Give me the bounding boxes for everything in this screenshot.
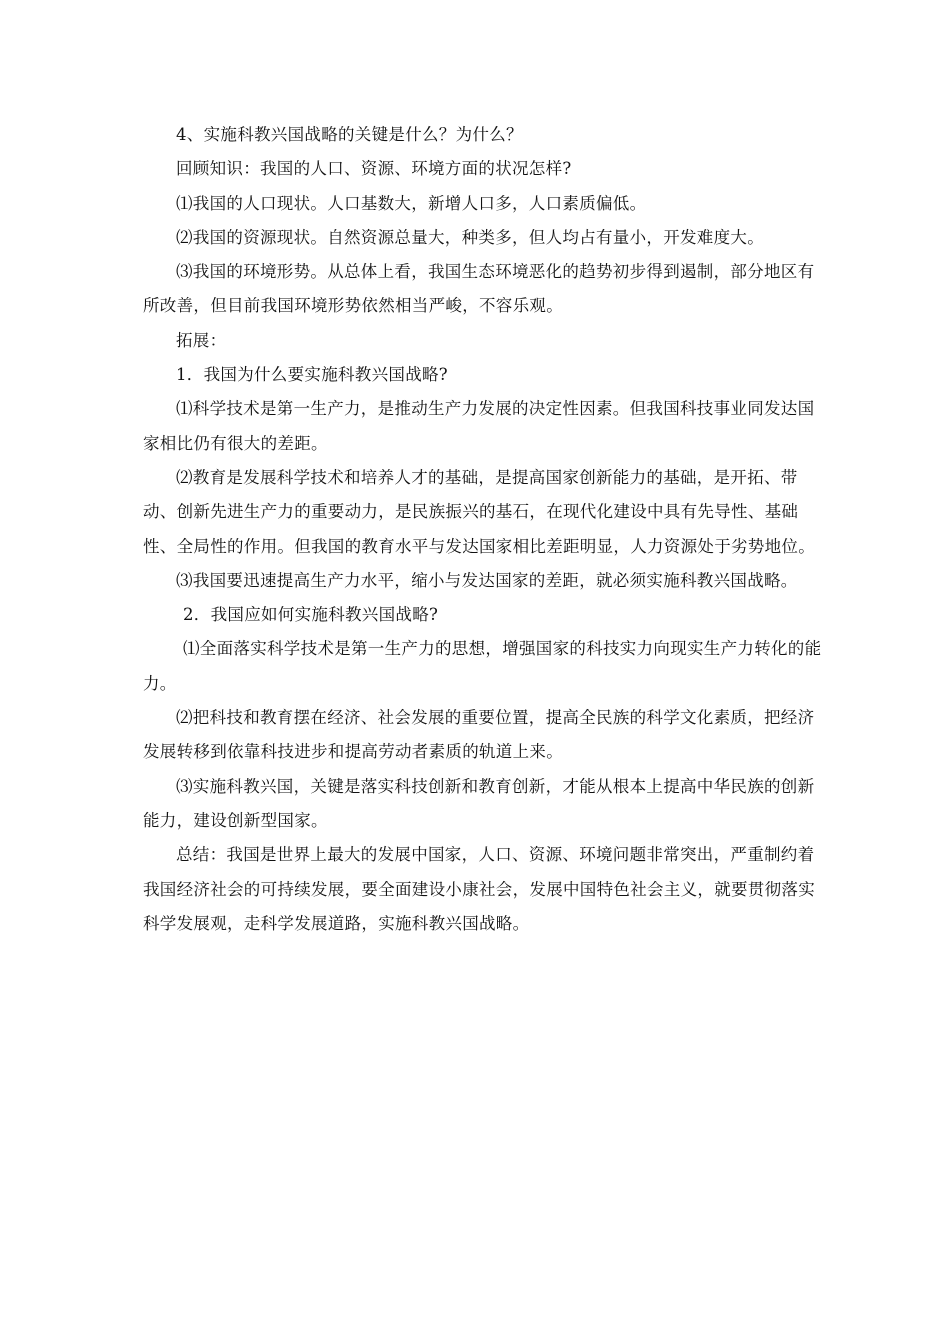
method-item-1: ⑴全面落实科学技术是第一生产力的思想，增强国家的科技实力向现实生产力转化的能力。 xyxy=(143,639,822,693)
extension-question-1: 1．我国为什么要实施科教兴国战略? xyxy=(176,365,448,385)
reason-item-3: ⑶我国要迅速提高生产力水平，缩小与发达国家的差距，就必须实施科教兴国战略。 xyxy=(176,570,798,590)
reason-item-1: ⑴科学技术是第一生产力，是推动生产力发展的决定性因素。但我国科技事业同发达国家相比仍有很大的差距。 xyxy=(143,399,815,453)
review-intro: 回顾知识：我国的人口、资源、环境方面的状况怎样? xyxy=(176,159,572,179)
review-item-population: ⑴我国的人口现状。人口基数大，新增人口多，人口素质偏低。 xyxy=(176,193,647,213)
extension-question-2: 2．我国应如何实施科教兴国战略? xyxy=(183,605,439,625)
review-item-resources: ⑵我国的资源现状。自然资源总量大，种类多，但人均占有量小，开发难度大。 xyxy=(176,227,764,247)
method-item-3: ⑶实施科教兴国，关键是落实科技创新和教育创新，才能从根本上提高中华民族的创新能力，建设创新型国家。 xyxy=(143,776,815,830)
reason-item-2: ⑵教育是发展科学技术和培养人才的基础，是提高国家创新能力的基础，是开拓、带动、创新先进生产力的重要动力，是民族振兴的基石，在现代化建设中具有先导性、基础性、全局性的作用。但我国的教育水平与发达国家相比差距明显，人力资源处于劣势地位。 xyxy=(143,467,815,556)
extension-label: 拓展： xyxy=(176,330,227,350)
question-heading: 4、实施科教兴国战略的关键是什么？为什么？ xyxy=(176,125,523,144)
document-body xyxy=(143,118,823,941)
review-item-environment: ⑶我国的环境形势。从总体上看，我国生态环境恶化的趋势初步得到遏制，部分地区有所改善，但目前我国环境形势依然相当严峻，不容乐观。 xyxy=(143,262,815,316)
method-item-2: ⑵把科技和教育摆在经济、社会发展的重要位置，提高全民族的科学文化素质，把经济发展转移到依靠科技进步和提高劳动者素质的轨道上来。 xyxy=(143,708,815,762)
summary-paragraph: 总结：我国是世界上最大的发展中国家，人口、资源、环境问题非常突出，严重制约着我国经济社会的可持续发展，要全面建设小康社会，发展中国特色社会主义，就要贯彻落实科学发展观，走科学发展道路，实施科教兴国战略。 xyxy=(143,845,815,933)
